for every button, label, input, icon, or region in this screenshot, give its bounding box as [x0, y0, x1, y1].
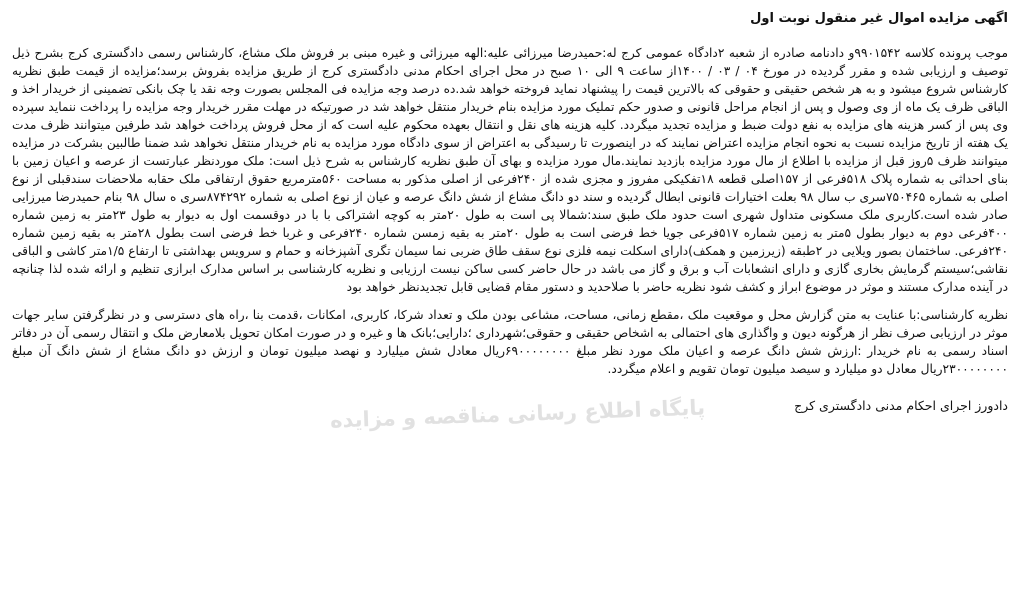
expert-opinion: نظریه کارشناسی:با عنایت به متن گزارش محل و موقعیت ملک ،مقطع زمانی، مساحت، مشاعی بودن ملک و تعداد شرکا، کاربری، امکانات ،قدمت بنا ،راه های دسترسی و در نظرگرفتن سایر جهات موثر در ارزیابی صرف نظر از هرگونه دیون و واگذاری های احتمالی به اشخاص حقیقی و حقوقی؛شهرداری ؛دارایی؛بانک ها و غیره و در صورت امکان تحویل بلامعارض ملک و انتقال رسمی آن در دفاتر اسناد رسمی به نام خریدار :ارزش شش دانگ عرصه و اعیان ملک مورد نظر مبلغ ۶۹۰۰۰۰۰۰۰۰ریال معادل شش میلیارد و نهصد میلیون تومان و ارزش دو دانگ مشاع از شش دانگ آن مبلغ ۲۳۰۰۰۰۰۰۰۰ریال معادل دو میلیارد و سیصد میلیون تومان تقویم و اعلام میگردد. [12, 308, 1008, 376]
notice-title: اگهی مزایده اموال غیر منقول نوبت اول [750, 11, 1008, 26]
signature: دادورز اجرای احکام مدنی دادگستری کرج [794, 398, 1008, 413]
watermark-text: پایگاه اطلاع رسانی مناقصه و مزایده [329, 395, 706, 433]
notice-body: موجب پرونده کلاسه ۹۹۰۱۵۴۲و دادنامه صادره از شعبه ۲دادگاه عمومی کرج له:حمیدرضا میرزائی علیه:الهه میرزائی و غیره مبنی بر فروش ملک مشاع، کارشناس رسمی دادگستری کرج بشرح ذیل توصیف و ارزیابی شده و مقرر گردیده در مورخ ۰۴ / ۰۳ / ۱۴۰۰از ساعت ۹ الی ۱۰ صبح در محل اجرای احکام مدنی دادگستری کرج از طریق مزایده بفروش برسد؛مزایده از قیمت طبق نظریه کارشناس شروع میشود و به هر شخص حقیقی و حقوقی که بالاترین قیمت را پیشنهاد نماید فروخته خواهد شد.ده درصد وجه مزایده فی المجلس بصورت وجه نقد یا چک بانکی تضمینی از خریدار اخذ و الباقی ظرف یک ماه از وی وصول و پس از انجام مراحل قانونی و صدور حکم تملیک مورد مزایده بنام خریدار منتقل خواهد شد در صورتیکه در مهلت مقرر خریدار وجه مزایده را پرداخت ننماید سپرده وی پس از کسر هزینه های مزایده به نفع دولت ضبط و مزایده تجدید میگردد. کلیه هزینه های نقل و انتقال بعهده محکوم علیه است که از محل فروش پرداخت خواهد شد طرفین میتوانند ظرف مدت یک هفته از تاریخ مزایده نسبت به نحوه انجام مزایده اعتراض نمایند که در اینصورت تا رسیدگی به اعتراض از سوی دادگاه مورد مزایده به نام خریدار منتقل نخواهد شد ضمنا طالبین بشرکت در مزایده میتوانند ظرف ۵روز قبل از مزایده با اطلاع از مال مورد مزایده بازدید نمایند.مال مورد مزایده و بهای آن طبق نظریه کارشناس به شرح ذیل است: ملک موردنظر عبارتست از عرصه و اعیان زمین با بنای احداثی به شماره پلاک ۵۱۸فرعی از ۱۵۷اصلی قطعه ۱۸تفکیکی مفروز و مجزی شده از ۲۴۰فرعی از اصلی مذکور به مساحت ۵۶۰مترمربع حقوق ارتفاقی ملک حقابه ملاحضات سندقبلی از نوع اصلی به شماره ۷۵۰۴۶۵سری ب سال ۹۸ بعلت اختیارات قانونی ابطال گردیده و سند دو دانگ مشاع از شش دانگ عرصه و عیان از نوع اصلی به شماره ۸۷۴۲۹۲سری ه سال ۹۸ بنام حمیدرضا میرزایی صادر شده است.کاربری ملک مسکونی متداول شهری است حدود ملک طبق سند:شمالا پی است به طول ۲۰متر به کوچه اشتراکی با با در دوقسمت اول به دیوار به طول ۲۳متر به زمین شماره ۴۰۰فرعی دوم به دیوار بطول ۵متر به زمین شماره ۵۱۷فرعی جویا خط فرضی است به طول ۲۰متر به بقیه زمسن شماره ۲۴۰فرعی و غربا خط فرضی است بطول ۲۸متر به بقیه زمین شماره ۲۴۰فرعی. ساختمان بصور ویلایی در ۲طبقه (زیرزمین و همکف)دارای اسکلت نیمه فلزی نوع سقف طاق ضربی نما سیمان تگری آشپزخانه و حمام و سرویس بهداشتی تا ارتفاع ۱/۵متر کاشی و الباقی نقاشی؛سیستم گرمایش بخاری گازی و دارای انشعابات آب و برق و گاز می باشد در حال حاضر کسی ساکن نیست ارزیابی و نظریه کارشناسی بر اساس مدارک ابرازی تنظیم و ارائه شده لذا چنانچه در آینده مدارک مستند و موثر در موضوع ابراز و کشف شود نظریه حاضر با صلاحدید و دستور مقام قضایی قابل تجدیدنظر خواهد بود [12, 46, 1009, 294]
